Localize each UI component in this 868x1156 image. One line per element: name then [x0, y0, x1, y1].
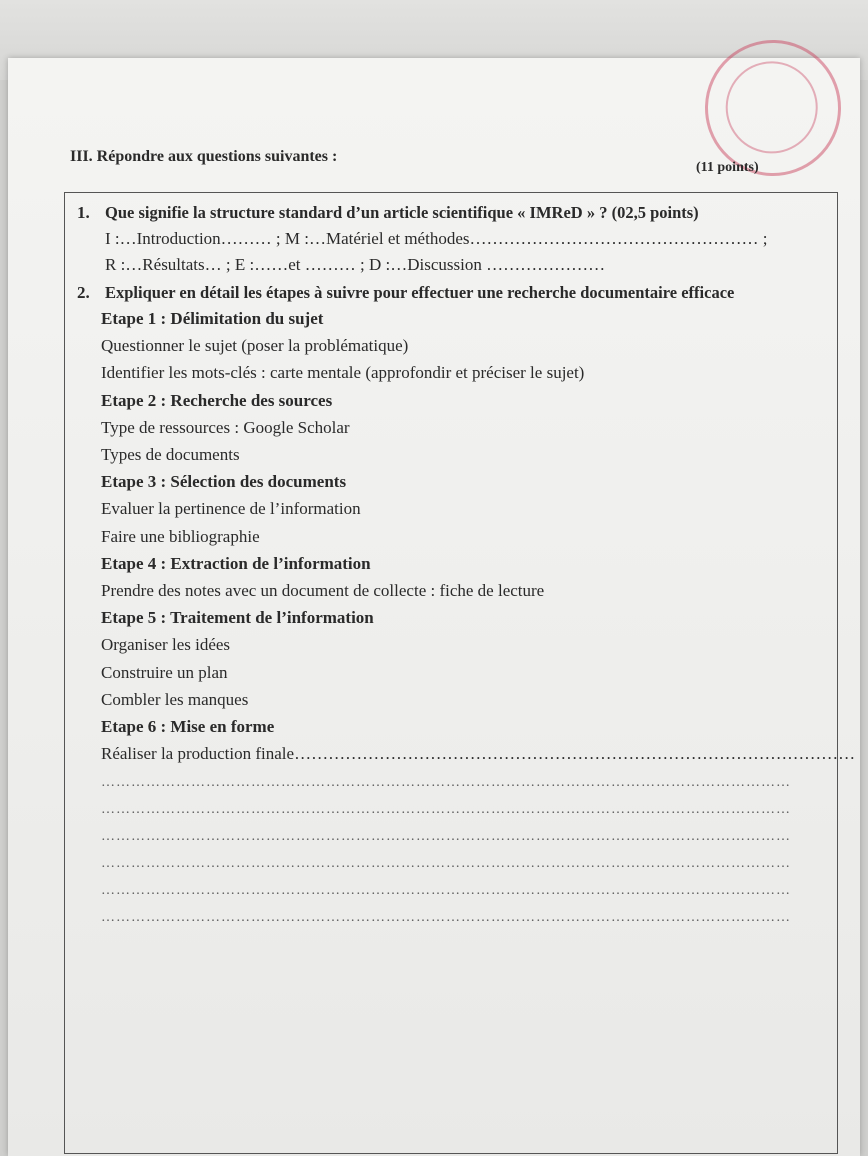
step-detail: Faire une bibliographie — [101, 526, 260, 546]
blank-line: ………………………………………………………………………………………………………………………… — [101, 910, 791, 926]
blank-line: ………………………………………………………………………………………………………………………… — [101, 802, 791, 818]
section-points: (11 points) — [696, 160, 759, 175]
q1-answer-line-2: R :…Résultats… ; E :……et ……… ; D :…Discussion ………………… — [105, 255, 606, 274]
step-heading: Etape 4 : Extraction de l’information — [101, 553, 371, 573]
step-detail: Type de ressources : Google Scholar — [101, 417, 350, 437]
step-detail: Organiser les idées — [101, 635, 231, 655]
step-detail: Réaliser la production finale……………………………………………………………………………………… — [101, 744, 856, 764]
q2-question: Expliquer en détail les étapes à suivre pour effectuer une recherche documentaire efficace — [105, 283, 735, 302]
q1-answer-line-1: I :…Introduction……… ; M :…Matériel et méthodes…………………………………………… ; — [105, 229, 768, 248]
step-detail: Construire un plan — [101, 662, 228, 682]
step-detail: Combler les manques — [101, 689, 249, 709]
step-detail: Questionner le sujet (poser la problématique) — [101, 336, 409, 356]
section-title: III. Répondre aux questions suivantes : — [70, 148, 338, 165]
blank-line: ………………………………………………………………………………………………………………………… — [101, 829, 791, 845]
step-detail: Evaluer la pertinence de l’information — [101, 499, 361, 519]
answer-box — [64, 192, 856, 1154]
step-heading: Etape 3 : Sélection des documents — [101, 472, 347, 492]
q2-number: 2. — [77, 283, 90, 302]
step-heading: Etape 2 : Recherche des sources — [101, 390, 333, 410]
blank-line: ………………………………………………………………………………………………………………………… — [101, 856, 791, 872]
step-heading: Etape 6 : Mise en forme — [101, 717, 275, 736]
stamp-inner-ring — [713, 48, 831, 166]
q1-number: 1. — [77, 203, 90, 222]
step-heading: Etape 1 : Délimitation du sujet — [101, 309, 324, 328]
step-heading: Etape 5 : Traitement de l’information — [101, 608, 374, 628]
step-detail: Prendre des notes avec un document de collecte : fiche de lecture — [101, 581, 545, 600]
step-detail: Identifier les mots-clés : carte mentale (approfondir et préciser le sujet) — [101, 363, 585, 383]
blank-line: ………………………………………………………………………………………………………………………… — [101, 883, 791, 899]
blank-line: ………………………………………………………………………………………………………………………… — [101, 775, 791, 791]
step-detail: Types de documents — [101, 445, 240, 464]
q1-question: Que signifie la structure standard d’un article scientifique « IMReD » ? (02,5 points) — [105, 203, 699, 222]
